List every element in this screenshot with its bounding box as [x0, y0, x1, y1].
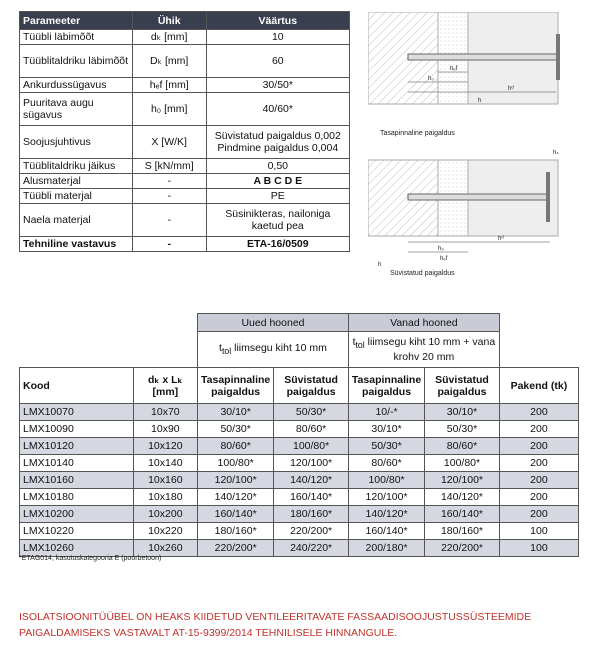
spec-unit: - [132, 189, 206, 204]
column-header-row [20, 368, 579, 404]
sub-new-buildings: $t_{tol}$ liimsegu kiht 10 mm [198, 332, 349, 368]
product-cell: 120/100* [425, 472, 500, 489]
product-cell: 10x140 [133, 455, 197, 472]
spec-value: 40/60* [206, 93, 349, 126]
spec-header-unit: Ühik [132, 12, 206, 30]
spec-row [20, 78, 350, 93]
spec-unit: - [132, 237, 206, 252]
spec-value: 30/50* [206, 78, 349, 93]
group-header-row [20, 314, 579, 332]
col-pack: Pakend (tk) [499, 368, 578, 404]
product-cell: 10/-* [348, 404, 424, 421]
spec-row [20, 189, 350, 204]
spec-value: Süvistatud paigaldus 0,002 Pindmine paigaldus 0,004 [206, 126, 349, 159]
product-cell: 140/120* [425, 489, 500, 506]
spec-row [20, 204, 350, 237]
spec-unit: h₀ [mm] [132, 93, 206, 126]
product-cell: 100/80* [425, 455, 500, 472]
spec-value: ETA-16/0509 [206, 237, 349, 252]
product-cell: 200 [499, 404, 578, 421]
spec-row [20, 126, 350, 159]
col-new-sunk: Süvistatud paigaldus [274, 368, 349, 404]
spec-param: Tüübli läbimõõt [20, 30, 133, 45]
spec-unit: S [kN/mm] [132, 159, 206, 174]
product-cell: 10x180 [133, 489, 197, 506]
spec-unit: dₖ [mm] [132, 30, 206, 45]
table-row [20, 506, 579, 523]
recessed-installation-caption: Süvistatud paigaldus [390, 270, 455, 277]
spec-row [20, 45, 350, 78]
product-cell: 100/80* [348, 472, 424, 489]
col-old-flat: Tasapinnaline paigaldus [348, 368, 424, 404]
fig1-label-h: h [478, 98, 482, 104]
product-cell: 10x120 [133, 438, 197, 455]
product-cell: 200 [499, 506, 578, 523]
product-cell: 10x90 [133, 421, 197, 438]
spec-table [19, 11, 350, 252]
product-cell: 200 [499, 472, 578, 489]
sub-header-row [20, 332, 579, 368]
product-code: LMX10070 [20, 404, 134, 421]
product-cell: 200 [499, 455, 578, 472]
product-code: LMX10120 [20, 438, 134, 455]
spec-value: 60 [206, 45, 349, 78]
product-cell: 160/140* [425, 506, 500, 523]
table-row [20, 523, 579, 540]
product-cell: 180/160* [425, 523, 500, 540]
product-cell: 220/200* [274, 523, 349, 540]
spec-param: Tehniline vastavus [20, 237, 133, 252]
product-cell: 140/120* [348, 506, 424, 523]
fig1-label-hef: hₑf [450, 66, 458, 72]
footnote: *ETAG014, kasutuskategooria E (poorbetoon) [19, 555, 162, 562]
product-table [19, 313, 579, 557]
product-cell: 30/10* [348, 421, 424, 438]
spec-unit: hₑf [mm] [132, 78, 206, 93]
spec-unit: - [132, 204, 206, 237]
product-cell: 120/100* [348, 489, 424, 506]
product-cell: 220/200* [198, 540, 274, 557]
spec-header-value: Väärtus [206, 12, 349, 30]
fig1-label-hd: hᵈ [508, 86, 514, 92]
product-code: LMX10140 [20, 455, 134, 472]
spec-row [20, 30, 350, 45]
flat-installation-caption: Tasapinnaline paigaldus [380, 130, 455, 137]
product-cell: 30/10* [198, 404, 274, 421]
product-cell: 10x260 [133, 540, 197, 557]
spec-value: Süsinikteras, nailoniga kaetud pea [206, 204, 349, 237]
spec-value: 10 [206, 30, 349, 45]
group-new-buildings: Uued hooned [198, 314, 349, 332]
table-row [20, 438, 579, 455]
product-code: LMX10200 [20, 506, 134, 523]
table-row [20, 489, 579, 506]
product-cell: 80/60* [348, 455, 424, 472]
product-code: LMX10180 [20, 489, 134, 506]
col-old-sunk: Süvistatud paigaldus [425, 368, 500, 404]
product-code: LMX10090 [20, 421, 134, 438]
spec-unit: X [W/K] [132, 126, 206, 159]
spec-param: Tüüblitaldriku jäikus [20, 159, 133, 174]
spec-param: Ankurdussügavus [20, 78, 133, 93]
fig2-label-hef: hₑf [440, 256, 448, 262]
fig2-label-hd: hᵈ [498, 236, 504, 242]
fig2-label-hs: hₛ [553, 150, 559, 156]
product-cell: 240/220* [274, 540, 349, 557]
spec-header-row [20, 12, 350, 30]
product-cell: 160/140* [274, 489, 349, 506]
product-cell: 10x70 [133, 404, 197, 421]
spec-value: 0,50 [206, 159, 349, 174]
spec-row [20, 93, 350, 126]
product-cell: 200/180* [348, 540, 424, 557]
product-cell: 140/120* [274, 472, 349, 489]
product-cell: 80/60* [274, 421, 349, 438]
spec-param: Tüübli materjal [20, 189, 133, 204]
spec-header-param: Parameeter [20, 12, 133, 30]
product-cell: 80/60* [425, 438, 500, 455]
spec-unit: Dₖ [mm] [132, 45, 206, 78]
product-cell: 160/140* [348, 523, 424, 540]
spec-param: Soojusjuhtivus [20, 126, 133, 159]
spec-param: Puuritava augu sügavus [20, 93, 133, 126]
product-cell: 200 [499, 421, 578, 438]
table-row [20, 455, 579, 472]
product-code: LMX10220 [20, 523, 134, 540]
spec-param: Alusmaterjal [20, 174, 133, 189]
product-cell: 180/160* [274, 506, 349, 523]
recessed-installation-diagram [368, 142, 580, 270]
product-cell: 120/100* [198, 472, 274, 489]
product-cell: 50/30* [348, 438, 424, 455]
product-table-body [20, 404, 579, 557]
fig2-label-h: h [378, 262, 382, 268]
product-cell: 10x200 [133, 506, 197, 523]
spec-row [20, 237, 350, 252]
table-row [20, 540, 579, 557]
sub-old-buildings: $t_{tol}$ liimsegu kiht 10 mm + vana krohv 20 mm [348, 332, 499, 368]
spec-unit: - [132, 174, 206, 189]
product-cell: 200 [499, 489, 578, 506]
table-row [20, 404, 579, 421]
product-cell: 80/60* [198, 438, 274, 455]
product-cell: 50/30* [198, 421, 274, 438]
product-cell: 180/160* [198, 523, 274, 540]
col-dims: dₖ x Lₖ [mm] [133, 368, 197, 404]
product-cell: 100 [499, 540, 578, 557]
col-new-flat: Tasapinnaline paigaldus [198, 368, 274, 404]
spec-value: PE [206, 189, 349, 204]
group-old-buildings: Vanad hooned [348, 314, 499, 332]
table-row [20, 421, 579, 438]
product-cell: 10x220 [133, 523, 197, 540]
spec-param: Tüüblitaldriku läbimõõt [20, 45, 133, 78]
spec-row [20, 174, 350, 189]
product-cell: 140/120* [198, 489, 274, 506]
table-row [20, 472, 579, 489]
flat-installation-diagram [368, 12, 580, 130]
product-cell: 120/100* [274, 455, 349, 472]
approval-notice: ISOLATSIOONITÜÜBEL ON HEAKS KIIDETUD VENTILEERITAVATE FASSAADISOOJUSTUSSÜSTEEMIDE PAIGALDAMISEKS VASTAVALT AT-15-9399/2014 TEHNILISELE HINNANGULE. [19, 611, 532, 639]
product-cell: 200 [499, 438, 578, 455]
spec-row [20, 159, 350, 174]
product-cell: 30/10* [425, 404, 500, 421]
product-cell: 100 [499, 523, 578, 540]
product-cell: 50/30* [425, 421, 500, 438]
product-cell: 220/200* [425, 540, 500, 557]
product-cell: 100/80* [198, 455, 274, 472]
fig1-label-ho: h₀ [428, 76, 434, 82]
product-code: LMX10160 [20, 472, 134, 489]
spec-value: A B C D E [206, 174, 349, 189]
spec-param: Naela materjal [20, 204, 133, 237]
product-cell: 50/30* [274, 404, 349, 421]
fig2-label-ho: h₀ [438, 246, 444, 252]
col-code: Kood [20, 368, 134, 404]
product-cell: 10x160 [133, 472, 197, 489]
product-cell: 160/140* [198, 506, 274, 523]
product-cell: 100/80* [274, 438, 349, 455]
product-code: LMX10260 [20, 540, 134, 557]
